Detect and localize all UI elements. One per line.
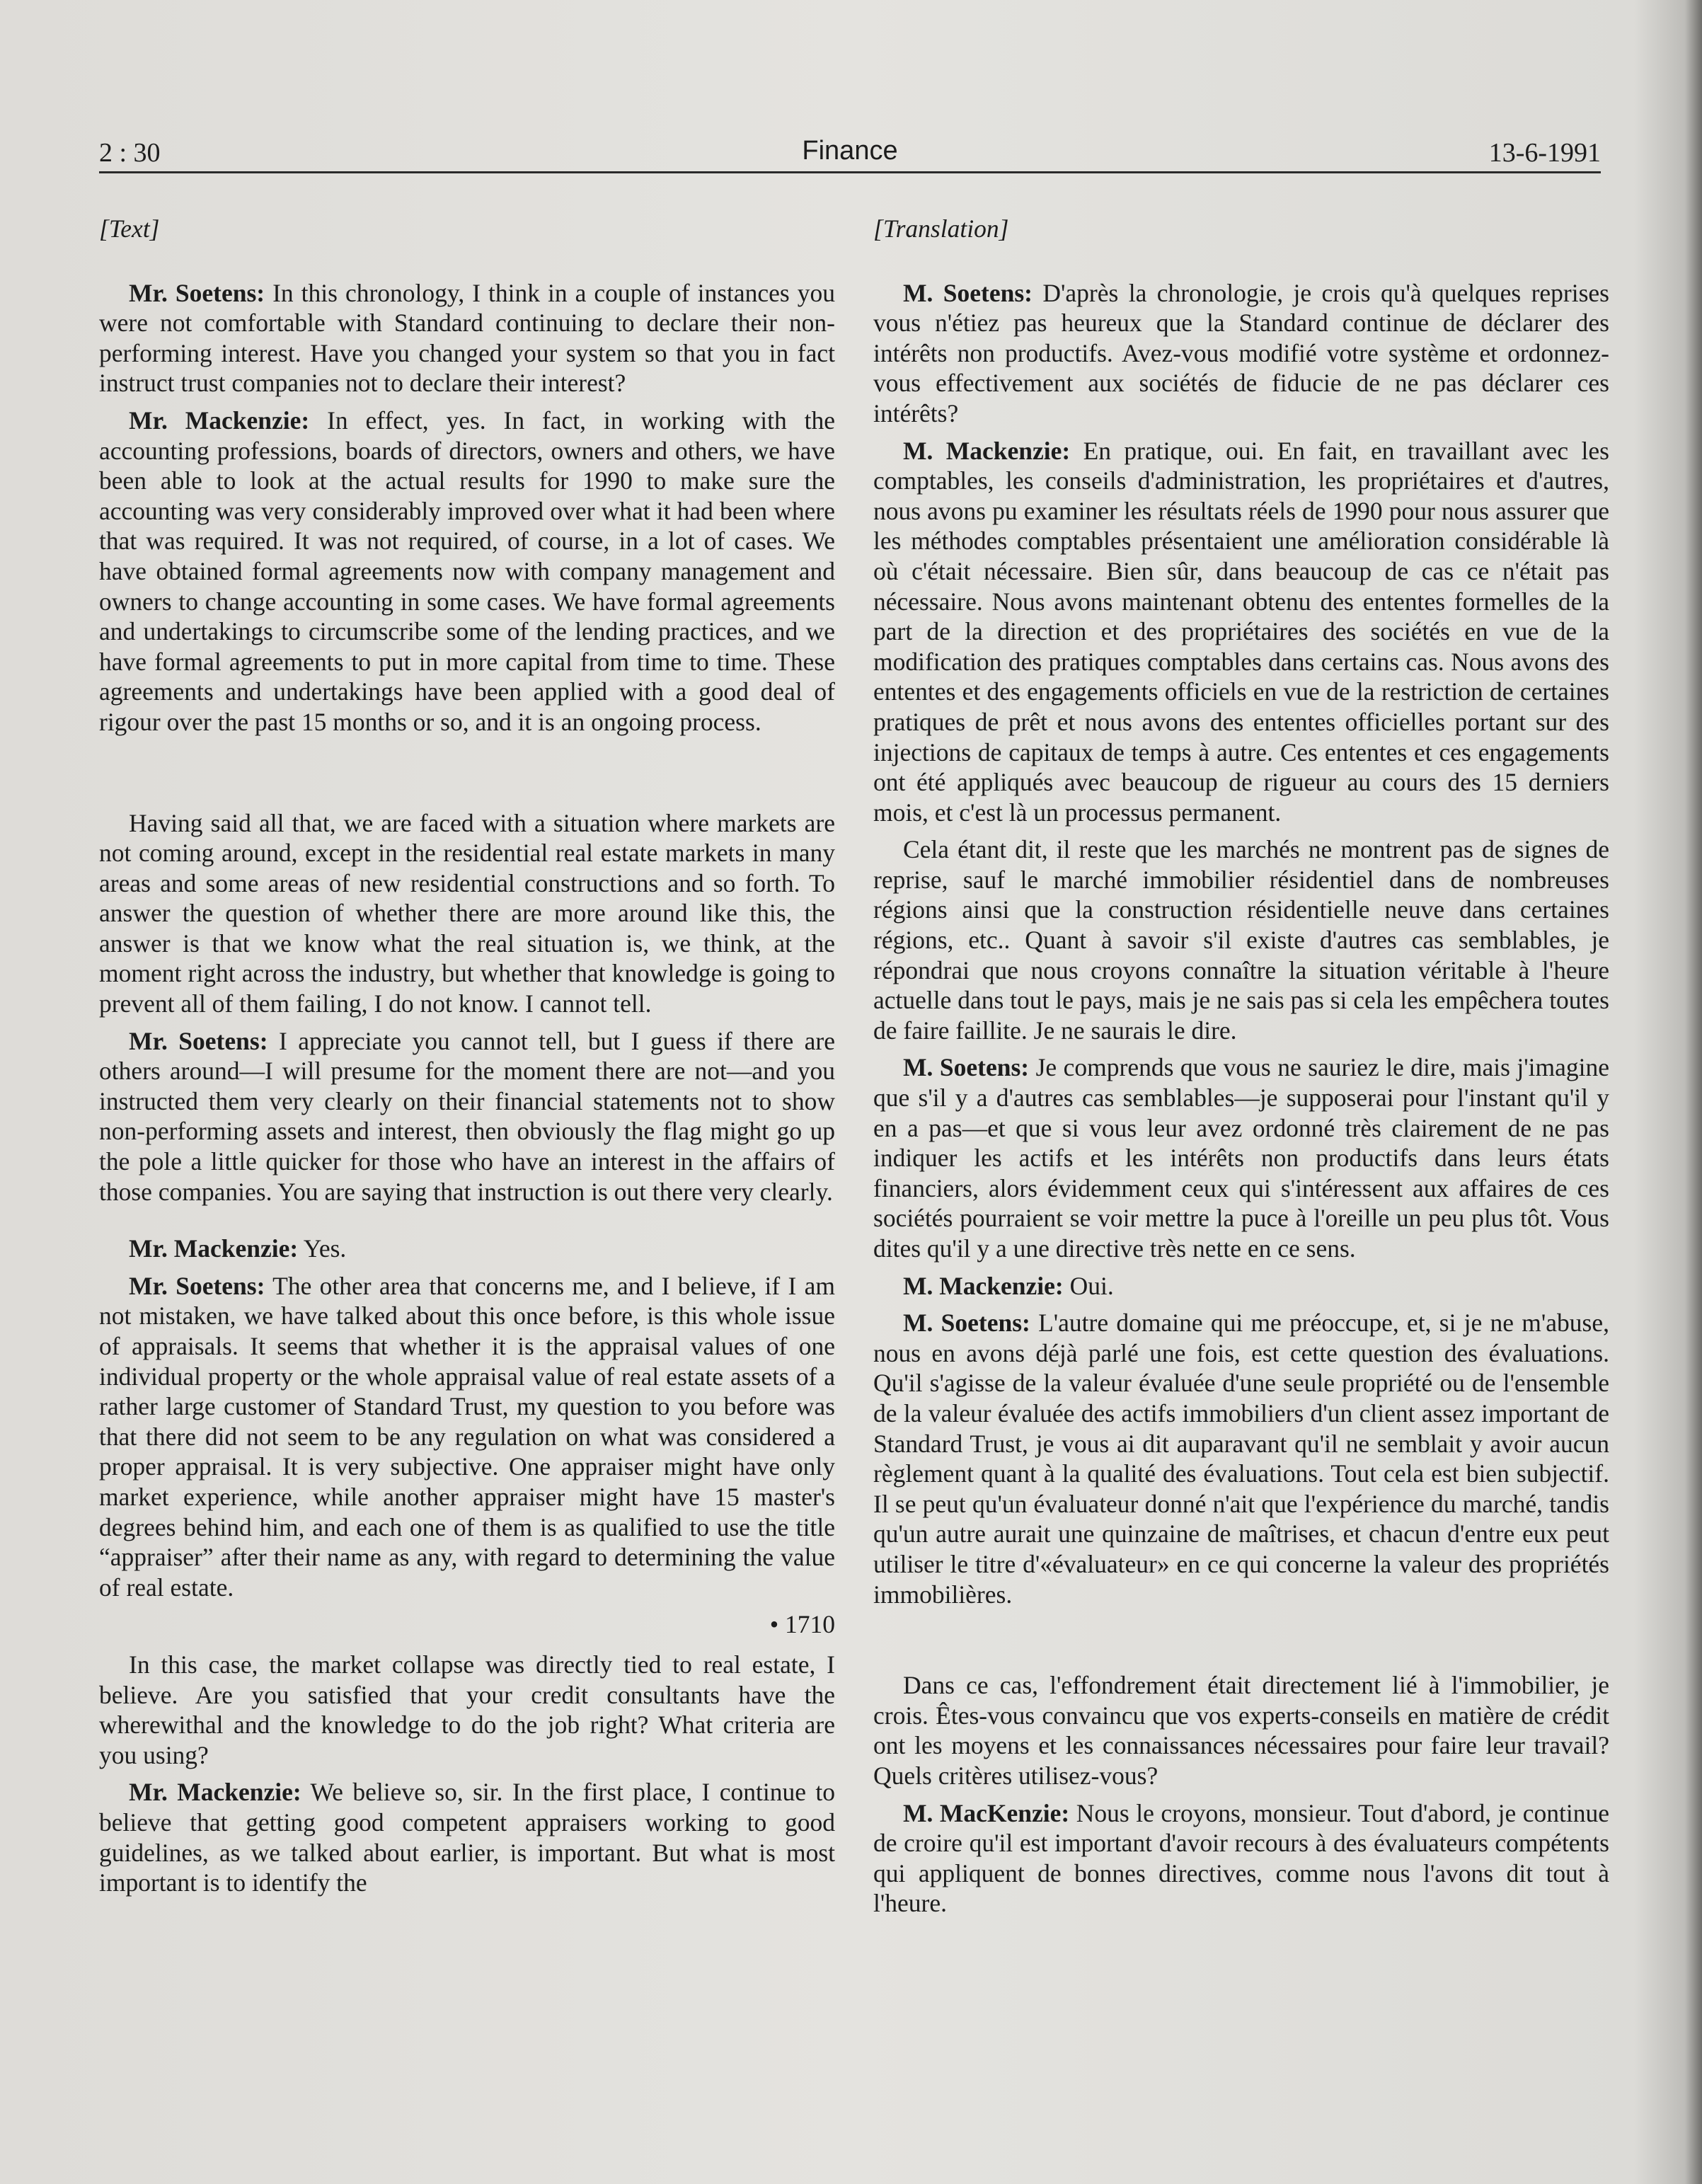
english-paragraph — [99, 406, 835, 737]
speech: Having said all that, we are faced with a situation where markets are not coming around, except in the residential real estate markets in many areas and some areas of new residential constructions and so forth. To answer the question of whether there are more around like this, the answer is that we know what the real situation is, we think, at the moment right across the industry, but whether that knowledge is going to prevent all of them failing, I do not know. I cannot tell. — [99, 808, 835, 1018]
speech: Je comprends que vous ne sauriez le dire, mais j'imagine que s'il y a d'autres cas semblables—je supposerai pour l'instant qu'il y en a pas—et que si vous leur avez ordonné très clairement de ne pas indiquer les actifs et les intérêts non productifs dans leurs états financiers, alors évidemment ceux qui s'intéressent aux affaires de ces sociétés pourraient se voir mettre la puce à l'oreille un peu plus tôt. Vous dites qu'il y a une directive très nette en ce sens. — [873, 1053, 1610, 1263]
french-paragraph — [873, 436, 1609, 828]
english-paragraph — [99, 1234, 835, 1264]
speech: En pratique, oui. En fait, en travaillant avec les comptables, les conseils d'administration, les propriétaires et d'autres, nous avons pu examiner les résultats réels de 1990 pour nous assurer que les méthodes comptables présentaient une amélioration considérable là où c'était nécessaire. Bien sûr, dans beaucoup de cas ce n'était pas nécessaire. Nous avons maintenant obtenu des ententes formelles de la part de la direction et des propriétaires des sociétés en vue de la modification des pratiques comptables dans certains cas. Nous avons des ententes et des engagements officiels en vue de la restriction de certaines pratiques de prêt et nous avons des ententes officielles portant sur des injections de capitaux de temps à autre. Ces ententes et ces engagements ont été appliqués avec beaucoup de rigueur au cours des 15 derniers mois, et c'est là un processus permanent. — [873, 436, 1609, 827]
speech: Yes. — [298, 1234, 347, 1263]
page-header — [99, 132, 1601, 173]
french-paragraph — [873, 1670, 1609, 1791]
speaker: Mr. Mackenzie: — [129, 1234, 299, 1263]
speech: L'autre domaine qui me préoccupe, et, si je ne m'abuse, nous en avons déjà parlé une fois, est cette question des évaluations. Qu'il s'agisse de la valeur évaluée d'une seule propriété ou de l'ensemble de la valeur évaluée des actifs immobiliers d'un client assez important de Standard Trust, je vous ai dit auparavant qu'il ne semblait y avoir aucun règlement quant à la qualité des évaluations. Tout cela est bien subjectif. Il se peut qu'un évaluateur donné n'ait que l'expérience du marché, tandis qu'un autre aurait une quinzaine de maîtrises, et chacun d'entre eux peut utiliser le titre d'«évaluateur» en ce qui concerne la valeur des propriétés immobilières. — [873, 1309, 1609, 1609]
speech: The other area that concerns me, and I believe, if I am not mistaken, we have talked about this once before, is this whole issue of appraisals. It seems that whether it is the appraisal values of one individual property or the whole appraisal value of real estate assets of a rather large customer of Standard Trust, my question to you before was that there did not seem to be any regulation on what was considered a proper appraisal. It is very subjective. One appraiser might have only market experience, while another appraiser might have 15 master's degrees behind him, and each one of them is as qualified to use the title “appraiser” after their name as any, with regard to determining the value of real estate. — [99, 1271, 836, 1602]
speaker: M. Mackenzie: — [903, 1271, 1064, 1300]
speaker: Mr. Soetens: — [129, 278, 265, 307]
french-column — [873, 214, 1609, 1926]
speaker: Mr. Mackenzie: — [129, 406, 310, 435]
english-paragraph — [99, 1650, 835, 1770]
page-number: 2 : 30 — [99, 138, 161, 168]
speech: I appreciate you cannot tell, but I guess if there are others around—I will presume for the moment there are not—and you instructed them very clearly on their financial statements not to show non-performing assets and interest, then obviously the flag might go up the pole a little quicker for those who have an interest in the affairs of those companies. You are saying that instruction is out there very clearly. — [99, 1026, 835, 1206]
english-paragraph — [99, 808, 835, 1019]
english-paragraph — [99, 1026, 835, 1207]
speech: D'après la chronologie, je crois qu'à quelques reprises vous n'étiez pas heureux que la Standard continue de déclarer des intérêts non productifs. Avez-vous modifié votre système et ordonnez-vous effectivement aux sociétés de fiducie de ne pas déclarer ces intérêts? — [873, 278, 1609, 427]
speech: Nous le croyons, monsieur. Tout d'abord, je continue de croire qu'il est important d'avoir recours à des évaluateurs compétents qui appliquent de bonnes directives, comme nous l'avons dit tout à l'heure. — [873, 1798, 1609, 1918]
french-paragraph — [873, 1798, 1609, 1919]
speech: We believe so, sir. In the first place, I continue to believe that getting good competent appraisers working to good guidelines, as we talked about earlier, is important. But what is most important is to identify the — [99, 1778, 835, 1897]
speech: Cela étant dit, il reste que les marchés ne montrent pas de signes de reprise, sauf le marché immobilier résidentiel dans de nombreuses régions ainsi que la construction résidentielle neuve dans certaines régions, etc.. Quant à savoir s'il existe d'autres cas semblables, je répondrai que nous croyons connaître la situation véritable à l'heure actuelle dans tout le pays, mais je ne sais pas si cela les empêchera toutes de faire faillite. Je ne saurais le dire. — [873, 835, 1609, 1045]
speech: In this chronology, I think in a couple of instances you were not comfortable with Standard continuing to declare their non-performing interest. Have you changed your system so that you in fact instruct trust companies not to declare their interest? — [99, 278, 835, 398]
speech: Dans ce cas, l'effondrement était directement lié à l'immobilier, je crois. Êtes-vous convaincu que vos experts-conseils en matière de crédit ont les moyens et les connaissances nécessaires pour faire leur travail? Quels critères utilisez-vous? — [873, 1671, 1609, 1790]
english-label: [Text] — [99, 214, 160, 243]
french-paragraph — [873, 278, 1609, 429]
speech: In this case, the market collapse was directly tied to real estate, I believe. Are you satisfied that your credit consultants have the wherewithal and the knowledge to do the job right? What criteria are you using? — [99, 1650, 835, 1769]
speaker: Mr. Soetens: — [129, 1026, 268, 1055]
header-date: 13-6-1991 — [1488, 138, 1601, 168]
speech: Oui. — [1063, 1271, 1114, 1300]
speaker: M. Soetens: — [903, 1309, 1030, 1338]
french-paragraph — [873, 1308, 1609, 1609]
speaker: Mr. Soetens: — [129, 1271, 265, 1300]
speaker: M. Mackenzie: — [903, 436, 1071, 465]
speaker: Mr. Mackenzie: — [129, 1778, 301, 1807]
time-marker: • 1710 — [769, 1610, 835, 1639]
english-paragraph — [99, 1271, 835, 1603]
french-paragraph — [873, 1271, 1609, 1301]
speaker: M. Soetens: — [903, 1053, 1030, 1082]
french-paragraph — [873, 834, 1609, 1045]
header-title: Finance — [802, 136, 898, 166]
english-paragraph — [99, 278, 835, 398]
french-label: [Translation] — [873, 214, 1009, 243]
french-paragraph — [873, 1052, 1609, 1263]
speaker: M. MacKenzie: — [903, 1798, 1070, 1827]
speaker: M. Soetens: — [903, 278, 1033, 307]
english-column — [99, 214, 835, 1905]
speech: In effect, yes. In fact, in working with the accounting professions, boards of directors, owners and others, we have been able to look at the actual results for 1990 to make sure the accounting was very considerably improved over what it had been where that was required. It was not required, of course, in a lot of cases. We have obtained formal agreements now with company management and owners to change accounting in some cases. We have formal agreements and undertakings to circumscribe some of the lending practices, and we have formal agreements to put in more capital from time to time. These agreements and undertakings have been applied with a good deal of rigour over the past 15 months or so, and it is an ongoing process. — [99, 406, 835, 736]
english-paragraph — [99, 1777, 835, 1897]
